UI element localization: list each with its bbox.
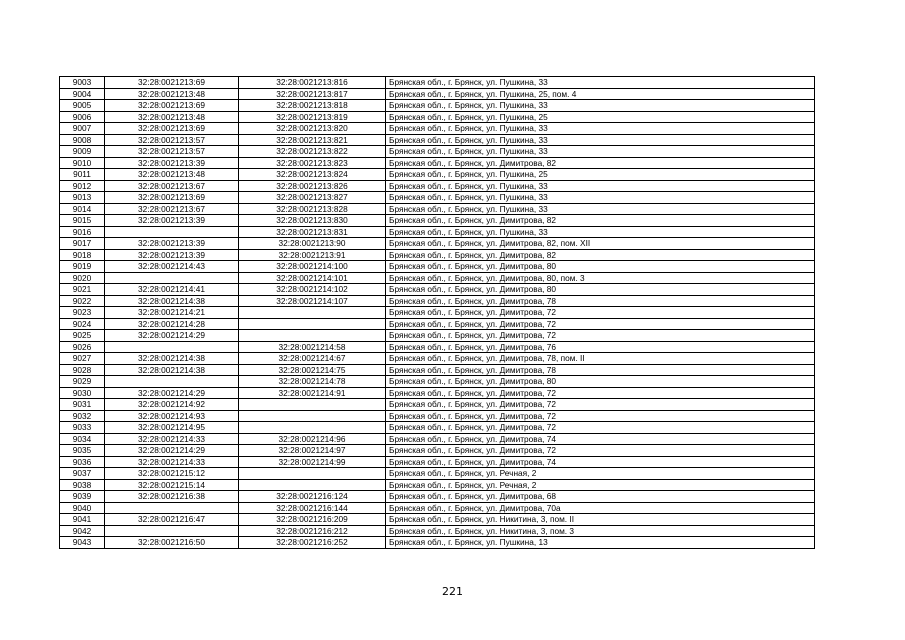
table-row xyxy=(60,502,815,514)
address-cell: Брянская обл., г. Брянск, ул. Димитрова, 76 xyxy=(386,341,815,353)
row-number-cell: 9028 xyxy=(60,364,105,376)
row-number-cell: 9009 xyxy=(60,146,105,158)
address-cell: Брянская обл., г. Брянск, ул. Пушкина, 25, пом. 4 xyxy=(386,88,815,100)
land-cadastral-number-cell: 32:28:0021214:38 xyxy=(105,295,239,307)
table-row xyxy=(60,387,815,399)
row-number-cell: 9019 xyxy=(60,261,105,273)
row-number-cell: 9007 xyxy=(60,123,105,135)
land-cadastral-number-cell xyxy=(105,376,239,388)
row-number-cell: 9037 xyxy=(60,468,105,480)
address-cell: Брянская обл., г. Брянск, ул. Пушкина, 33 xyxy=(386,226,815,238)
land-cadastral-number-cell: 32:28:0021213:67 xyxy=(105,203,239,215)
address-cell: Брянская обл., г. Брянск, ул. Никитина, 3, пом. II xyxy=(386,514,815,526)
land-cadastral-number-cell: 32:28:0021215:14 xyxy=(105,479,239,491)
object-cadastral-number-cell: 32:28:0021214:99 xyxy=(239,456,386,468)
table-row xyxy=(60,226,815,238)
row-number-cell: 9005 xyxy=(60,100,105,112)
table-row xyxy=(60,238,815,250)
land-cadastral-number-cell: 32:28:0021213:69 xyxy=(105,123,239,135)
object-cadastral-number-cell xyxy=(239,410,386,422)
land-cadastral-number-cell: 32:28:0021213:39 xyxy=(105,249,239,261)
land-cadastral-number-cell: 32:28:0021214:92 xyxy=(105,399,239,411)
object-cadastral-number-cell: 32:28:0021216:252 xyxy=(239,537,386,549)
row-number-cell: 9012 xyxy=(60,180,105,192)
land-cadastral-number-cell: 32:28:0021213:48 xyxy=(105,169,239,181)
object-cadastral-number-cell: 32:28:0021213:823 xyxy=(239,157,386,169)
land-cadastral-number-cell: 32:28:0021213:57 xyxy=(105,146,239,158)
address-cell: Брянская обл., г. Брянск, ул. Димитрова, 74 xyxy=(386,433,815,445)
object-cadastral-number-cell: 32:28:0021213:828 xyxy=(239,203,386,215)
land-cadastral-number-cell: 32:28:0021214:41 xyxy=(105,284,239,296)
table-row xyxy=(60,295,815,307)
land-cadastral-number-cell: 32:28:0021213:67 xyxy=(105,180,239,192)
land-cadastral-number-cell: 32:28:0021214:21 xyxy=(105,307,239,319)
table-row xyxy=(60,134,815,146)
object-cadastral-number-cell xyxy=(239,399,386,411)
object-cadastral-number-cell: 32:28:0021213:816 xyxy=(239,77,386,89)
row-number-cell: 9022 xyxy=(60,295,105,307)
object-cadastral-number-cell: 32:28:0021213:821 xyxy=(239,134,386,146)
table-row xyxy=(60,456,815,468)
object-cadastral-number-cell: 32:28:0021213:827 xyxy=(239,192,386,204)
object-cadastral-number-cell: 32:28:0021213:822 xyxy=(239,146,386,158)
address-cell: Брянская обл., г. Брянск, ул. Димитрова, 82 xyxy=(386,249,815,261)
table-row xyxy=(60,468,815,480)
table-row xyxy=(60,514,815,526)
address-cell: Брянская обл., г. Брянск, ул. Никитина, 3, пом. 3 xyxy=(386,525,815,537)
row-number-cell: 9039 xyxy=(60,491,105,503)
row-number-cell: 9018 xyxy=(60,249,105,261)
address-cell: Брянская обл., г. Брянск, ул. Пушкина, 33 xyxy=(386,134,815,146)
land-cadastral-number-cell: 32:28:0021214:95 xyxy=(105,422,239,434)
address-cell: Брянская обл., г. Брянск, ул. Димитрова, 80 xyxy=(386,261,815,273)
land-cadastral-number-cell xyxy=(105,502,239,514)
row-number-cell: 9016 xyxy=(60,226,105,238)
object-cadastral-number-cell: 32:28:0021216:212 xyxy=(239,525,386,537)
property-registry-table xyxy=(59,76,815,549)
address-cell: Брянская обл., г. Брянск, ул. Димитрова, 70а xyxy=(386,502,815,514)
object-cadastral-number-cell: 32:28:0021213:826 xyxy=(239,180,386,192)
object-cadastral-number-cell: 32:28:0021213:817 xyxy=(239,88,386,100)
row-number-cell: 9040 xyxy=(60,502,105,514)
object-cadastral-number-cell: 32:28:0021214:100 xyxy=(239,261,386,273)
object-cadastral-number-cell: 32:28:0021214:67 xyxy=(239,353,386,365)
address-cell: Брянская обл., г. Брянск, ул. Пушкина, 13 xyxy=(386,537,815,549)
row-number-cell: 9032 xyxy=(60,410,105,422)
land-cadastral-number-cell: 32:28:0021213:69 xyxy=(105,77,239,89)
address-cell: Брянская обл., г. Брянск, ул. Пушкина, 25 xyxy=(386,169,815,181)
land-cadastral-number-cell: 32:28:0021214:29 xyxy=(105,387,239,399)
row-number-cell: 9013 xyxy=(60,192,105,204)
table-row xyxy=(60,307,815,319)
land-cadastral-number-cell xyxy=(105,272,239,284)
row-number-cell: 9033 xyxy=(60,422,105,434)
table-row xyxy=(60,284,815,296)
address-cell: Брянская обл., г. Брянск, ул. Димитрова, 72 xyxy=(386,330,815,342)
row-number-cell: 9035 xyxy=(60,445,105,457)
address-cell: Брянская обл., г. Брянск, ул. Пушкина, 33 xyxy=(386,180,815,192)
address-cell: Брянская обл., г. Брянск, ул. Димитрова, 82 xyxy=(386,157,815,169)
row-number-cell: 9004 xyxy=(60,88,105,100)
table-row xyxy=(60,479,815,491)
object-cadastral-number-cell: 32:28:0021216:209 xyxy=(239,514,386,526)
row-number-cell: 9025 xyxy=(60,330,105,342)
address-cell: Брянская обл., г. Брянск, ул. Пушкина, 33 xyxy=(386,100,815,112)
land-cadastral-number-cell: 32:28:0021216:38 xyxy=(105,491,239,503)
row-number-cell: 9014 xyxy=(60,203,105,215)
address-cell: Брянская обл., г. Брянск, ул. Димитрова, 72 xyxy=(386,410,815,422)
table-row xyxy=(60,422,815,434)
table-row xyxy=(60,491,815,503)
row-number-cell: 9015 xyxy=(60,215,105,227)
land-cadastral-number-cell: 32:28:0021213:39 xyxy=(105,157,239,169)
row-number-cell: 9041 xyxy=(60,514,105,526)
object-cadastral-number-cell: 32:28:0021213:90 xyxy=(239,238,386,250)
address-cell: Брянская обл., г. Брянск, ул. Димитрова, 82 xyxy=(386,215,815,227)
table-row xyxy=(60,215,815,227)
address-cell: Брянская обл., г. Брянск, ул. Димитрова, 68 xyxy=(386,491,815,503)
address-cell: Брянская обл., г. Брянск, ул. Димитрова, 72 xyxy=(386,445,815,457)
row-number-cell: 9017 xyxy=(60,238,105,250)
table-row xyxy=(60,203,815,215)
row-number-cell: 9038 xyxy=(60,479,105,491)
row-number-cell: 9006 xyxy=(60,111,105,123)
row-number-cell: 9030 xyxy=(60,387,105,399)
object-cadastral-number-cell xyxy=(239,318,386,330)
table-row xyxy=(60,249,815,261)
land-cadastral-number-cell: 32:28:0021213:69 xyxy=(105,192,239,204)
address-cell: Брянская обл., г. Брянск, ул. Пушкина, 33 xyxy=(386,203,815,215)
land-cadastral-number-cell: 32:28:0021214:33 xyxy=(105,433,239,445)
object-cadastral-number-cell: 32:28:0021213:818 xyxy=(239,100,386,112)
object-cadastral-number-cell: 32:28:0021213:91 xyxy=(239,249,386,261)
object-cadastral-number-cell: 32:28:0021214:78 xyxy=(239,376,386,388)
object-cadastral-number-cell: 32:28:0021216:124 xyxy=(239,491,386,503)
land-cadastral-number-cell: 32:28:0021216:50 xyxy=(105,537,239,549)
table-row xyxy=(60,146,815,158)
land-cadastral-number-cell: 32:28:0021214:43 xyxy=(105,261,239,273)
row-number-cell: 9024 xyxy=(60,318,105,330)
object-cadastral-number-cell xyxy=(239,479,386,491)
land-cadastral-number-cell xyxy=(105,226,239,238)
land-cadastral-number-cell xyxy=(105,525,239,537)
address-cell: Брянская обл., г. Брянск, ул. Димитрова, 72 xyxy=(386,399,815,411)
object-cadastral-number-cell: 32:28:0021214:58 xyxy=(239,341,386,353)
land-cadastral-number-cell xyxy=(105,341,239,353)
row-number-cell: 9034 xyxy=(60,433,105,445)
address-cell: Брянская обл., г. Брянск, ул. Димитрова, 82, пом. XII xyxy=(386,238,815,250)
object-cadastral-number-cell: 32:28:0021213:830 xyxy=(239,215,386,227)
object-cadastral-number-cell: 32:28:0021214:107 xyxy=(239,295,386,307)
table-row xyxy=(60,192,815,204)
address-cell: Брянская обл., г. Брянск, ул. Пушкина, 33 xyxy=(386,77,815,89)
land-cadastral-number-cell: 32:28:0021214:38 xyxy=(105,364,239,376)
table-row xyxy=(60,318,815,330)
row-number-cell: 9011 xyxy=(60,169,105,181)
address-cell: Брянская обл., г. Брянск, ул. Димитрова, 72 xyxy=(386,318,815,330)
row-number-cell: 9020 xyxy=(60,272,105,284)
table-row xyxy=(60,410,815,422)
row-number-cell: 9003 xyxy=(60,77,105,89)
address-cell: Брянская обл., г. Брянск, ул. Димитрова, 78 xyxy=(386,364,815,376)
table-row xyxy=(60,180,815,192)
land-cadastral-number-cell: 32:28:0021213:69 xyxy=(105,100,239,112)
land-cadastral-number-cell: 32:28:0021214:29 xyxy=(105,330,239,342)
address-cell: Брянская обл., г. Брянск, ул. Димитрова, 80 xyxy=(386,376,815,388)
row-number-cell: 9027 xyxy=(60,353,105,365)
address-cell: Брянская обл., г. Брянск, ул. Пушкина, 33 xyxy=(386,146,815,158)
row-number-cell: 9021 xyxy=(60,284,105,296)
land-cadastral-number-cell: 32:28:0021213:48 xyxy=(105,111,239,123)
row-number-cell: 9023 xyxy=(60,307,105,319)
table-row xyxy=(60,399,815,411)
land-cadastral-number-cell: 32:28:0021214:38 xyxy=(105,353,239,365)
table-row xyxy=(60,433,815,445)
table-row xyxy=(60,77,815,89)
land-cadastral-number-cell: 32:28:0021214:93 xyxy=(105,410,239,422)
table-row xyxy=(60,111,815,123)
object-cadastral-number-cell xyxy=(239,468,386,480)
address-cell: Брянская обл., г. Брянск, ул. Димитрова, 78 xyxy=(386,295,815,307)
table-row xyxy=(60,353,815,365)
land-cadastral-number-cell: 32:28:0021215:12 xyxy=(105,468,239,480)
object-cadastral-number-cell: 32:28:0021213:824 xyxy=(239,169,386,181)
land-cadastral-number-cell: 32:28:0021216:47 xyxy=(105,514,239,526)
row-number-cell: 9042 xyxy=(60,525,105,537)
object-cadastral-number-cell: 32:28:0021213:820 xyxy=(239,123,386,135)
address-cell: Брянская обл., г. Брянск, ул. Димитрова, 78, пом. II xyxy=(386,353,815,365)
address-cell: Брянская обл., г. Брянск, ул. Пушкина, 25 xyxy=(386,111,815,123)
table-row xyxy=(60,364,815,376)
object-cadastral-number-cell: 32:28:0021214:96 xyxy=(239,433,386,445)
address-cell: Брянская обл., г. Брянск, ул. Димитрова, 74 xyxy=(386,456,815,468)
object-cadastral-number-cell: 32:28:0021214:75 xyxy=(239,364,386,376)
object-cadastral-number-cell: 32:28:0021216:144 xyxy=(239,502,386,514)
object-cadastral-number-cell: 32:28:0021213:831 xyxy=(239,226,386,238)
row-number-cell: 9010 xyxy=(60,157,105,169)
table-row xyxy=(60,100,815,112)
land-cadastral-number-cell: 32:28:0021214:29 xyxy=(105,445,239,457)
row-number-cell: 9008 xyxy=(60,134,105,146)
table-row xyxy=(60,123,815,135)
registry-table-body xyxy=(60,77,815,549)
object-cadastral-number-cell: 32:28:0021214:102 xyxy=(239,284,386,296)
table-row xyxy=(60,445,815,457)
table-row xyxy=(60,88,815,100)
object-cadastral-number-cell: 32:28:0021214:97 xyxy=(239,445,386,457)
table-row xyxy=(60,261,815,273)
address-cell: Брянская обл., г. Брянск, ул. Димитрова, 72 xyxy=(386,387,815,399)
object-cadastral-number-cell xyxy=(239,330,386,342)
table-row xyxy=(60,157,815,169)
address-cell: Брянская обл., г. Брянск, ул. Димитрова, 72 xyxy=(386,422,815,434)
land-cadastral-number-cell: 32:28:0021213:48 xyxy=(105,88,239,100)
land-cadastral-number-cell: 32:28:0021213:39 xyxy=(105,238,239,250)
land-cadastral-number-cell: 32:28:0021214:28 xyxy=(105,318,239,330)
land-cadastral-number-cell: 32:28:0021213:39 xyxy=(105,215,239,227)
row-number-cell: 9026 xyxy=(60,341,105,353)
table-row xyxy=(60,272,815,284)
table-row xyxy=(60,330,815,342)
table-row xyxy=(60,537,815,549)
address-cell: Брянская обл., г. Брянск, ул. Димитрова, 72 xyxy=(386,307,815,319)
land-cadastral-number-cell: 32:28:0021214:33 xyxy=(105,456,239,468)
object-cadastral-number-cell xyxy=(239,422,386,434)
object-cadastral-number-cell xyxy=(239,307,386,319)
object-cadastral-number-cell: 32:28:0021214:91 xyxy=(239,387,386,399)
address-cell: Брянская обл., г. Брянск, ул. Димитрова, 80 xyxy=(386,284,815,296)
table-row xyxy=(60,169,815,181)
page-number: 221 xyxy=(442,585,463,598)
row-number-cell: 9043 xyxy=(60,537,105,549)
address-cell: Брянская обл., г. Брянск, ул. Речная, 2 xyxy=(386,468,815,480)
object-cadastral-number-cell: 32:28:0021213:819 xyxy=(239,111,386,123)
table-row xyxy=(60,376,815,388)
address-cell: Брянская обл., г. Брянск, ул. Пушкина, 33 xyxy=(386,123,815,135)
row-number-cell: 9036 xyxy=(60,456,105,468)
table-row xyxy=(60,525,815,537)
address-cell: Брянская обл., г. Брянск, ул. Пушкина, 33 xyxy=(386,192,815,204)
address-cell: Брянская обл., г. Брянск, ул. Димитрова, 80, пом. 3 xyxy=(386,272,815,284)
table-row xyxy=(60,341,815,353)
row-number-cell: 9029 xyxy=(60,376,105,388)
land-cadastral-number-cell: 32:28:0021213:57 xyxy=(105,134,239,146)
address-cell: Брянская обл., г. Брянск, ул. Речная, 2 xyxy=(386,479,815,491)
object-cadastral-number-cell: 32:28:0021214:101 xyxy=(239,272,386,284)
row-number-cell: 9031 xyxy=(60,399,105,411)
